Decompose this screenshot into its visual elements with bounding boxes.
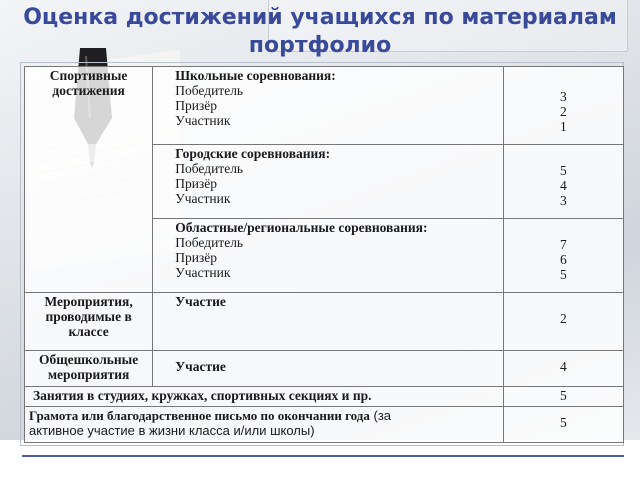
activity-cell [153, 67, 504, 145]
activity-label: Участие [175, 359, 226, 374]
category-cell [25, 351, 153, 387]
points-value: 5 [560, 267, 567, 282]
group-item: Победитель [175, 83, 244, 98]
category-label: Мероприятия, проводимые в классе [44, 294, 133, 339]
table-row [25, 293, 624, 351]
activity-cell [153, 145, 504, 219]
group-item: Призёр [175, 250, 218, 265]
category-label: Спортивные достижения [49, 68, 128, 98]
table-row [25, 67, 624, 145]
activity-label-tail: (за [369, 408, 392, 423]
points-value: 1 [560, 119, 567, 134]
category-label: Общешкольные мероприятия [38, 352, 139, 382]
points-cell [503, 387, 623, 407]
activity-cell [25, 387, 504, 407]
points-cell [503, 407, 623, 443]
points-value: 7 [560, 237, 567, 252]
points-cell [503, 293, 623, 351]
group-item: Призёр [175, 98, 218, 113]
group-heading: Городские соревнования: [175, 146, 331, 161]
activity-cell [25, 407, 504, 443]
points-value: 2 [560, 311, 567, 326]
category-cell [25, 67, 153, 293]
points-cell [503, 219, 623, 293]
group-item: Победитель [175, 235, 244, 250]
points-value: 3 [560, 193, 567, 208]
group-item: Участник [175, 113, 231, 128]
points-value: 5 [560, 163, 567, 178]
table-row [25, 387, 624, 407]
activity-cell [153, 351, 504, 387]
activity-cell [153, 293, 504, 351]
slide-title: Оценка достижений учащихся по материалам портфолио [23, 5, 617, 58]
group-item: Призёр [175, 176, 218, 191]
activity-label: Грамота или благодарственное письмо по окончании года [29, 408, 370, 423]
points-cell [503, 351, 623, 387]
points-value: 2 [560, 104, 567, 119]
activity-label: Занятия в студиях, кружках, спортивных секциях и пр. [33, 388, 372, 403]
table-row [25, 351, 624, 387]
group-item: Победитель [175, 161, 244, 176]
points-cell [503, 67, 623, 145]
points-value: 3 [560, 89, 567, 104]
portfolio-table [24, 66, 624, 443]
points-value: 4 [560, 178, 567, 193]
activity-label: Участие [175, 294, 226, 309]
category-cell [25, 293, 153, 351]
group-item: Участник [175, 191, 231, 206]
points-value: 5 [560, 415, 567, 430]
points-value: 4 [560, 359, 567, 374]
group-heading: Областные/региональные соревнования: [175, 220, 428, 235]
points-value: 6 [560, 252, 567, 267]
activity-cell [153, 219, 504, 293]
activity-label-line2: активное участие в жизни класса и/или школы) [29, 423, 315, 438]
group-item: Участник [175, 265, 231, 280]
bottom-divider [22, 455, 624, 457]
table-row [25, 407, 624, 443]
points-cell [503, 145, 623, 219]
group-heading: Школьные соревнования: [175, 68, 336, 83]
points-value: 5 [560, 388, 567, 403]
